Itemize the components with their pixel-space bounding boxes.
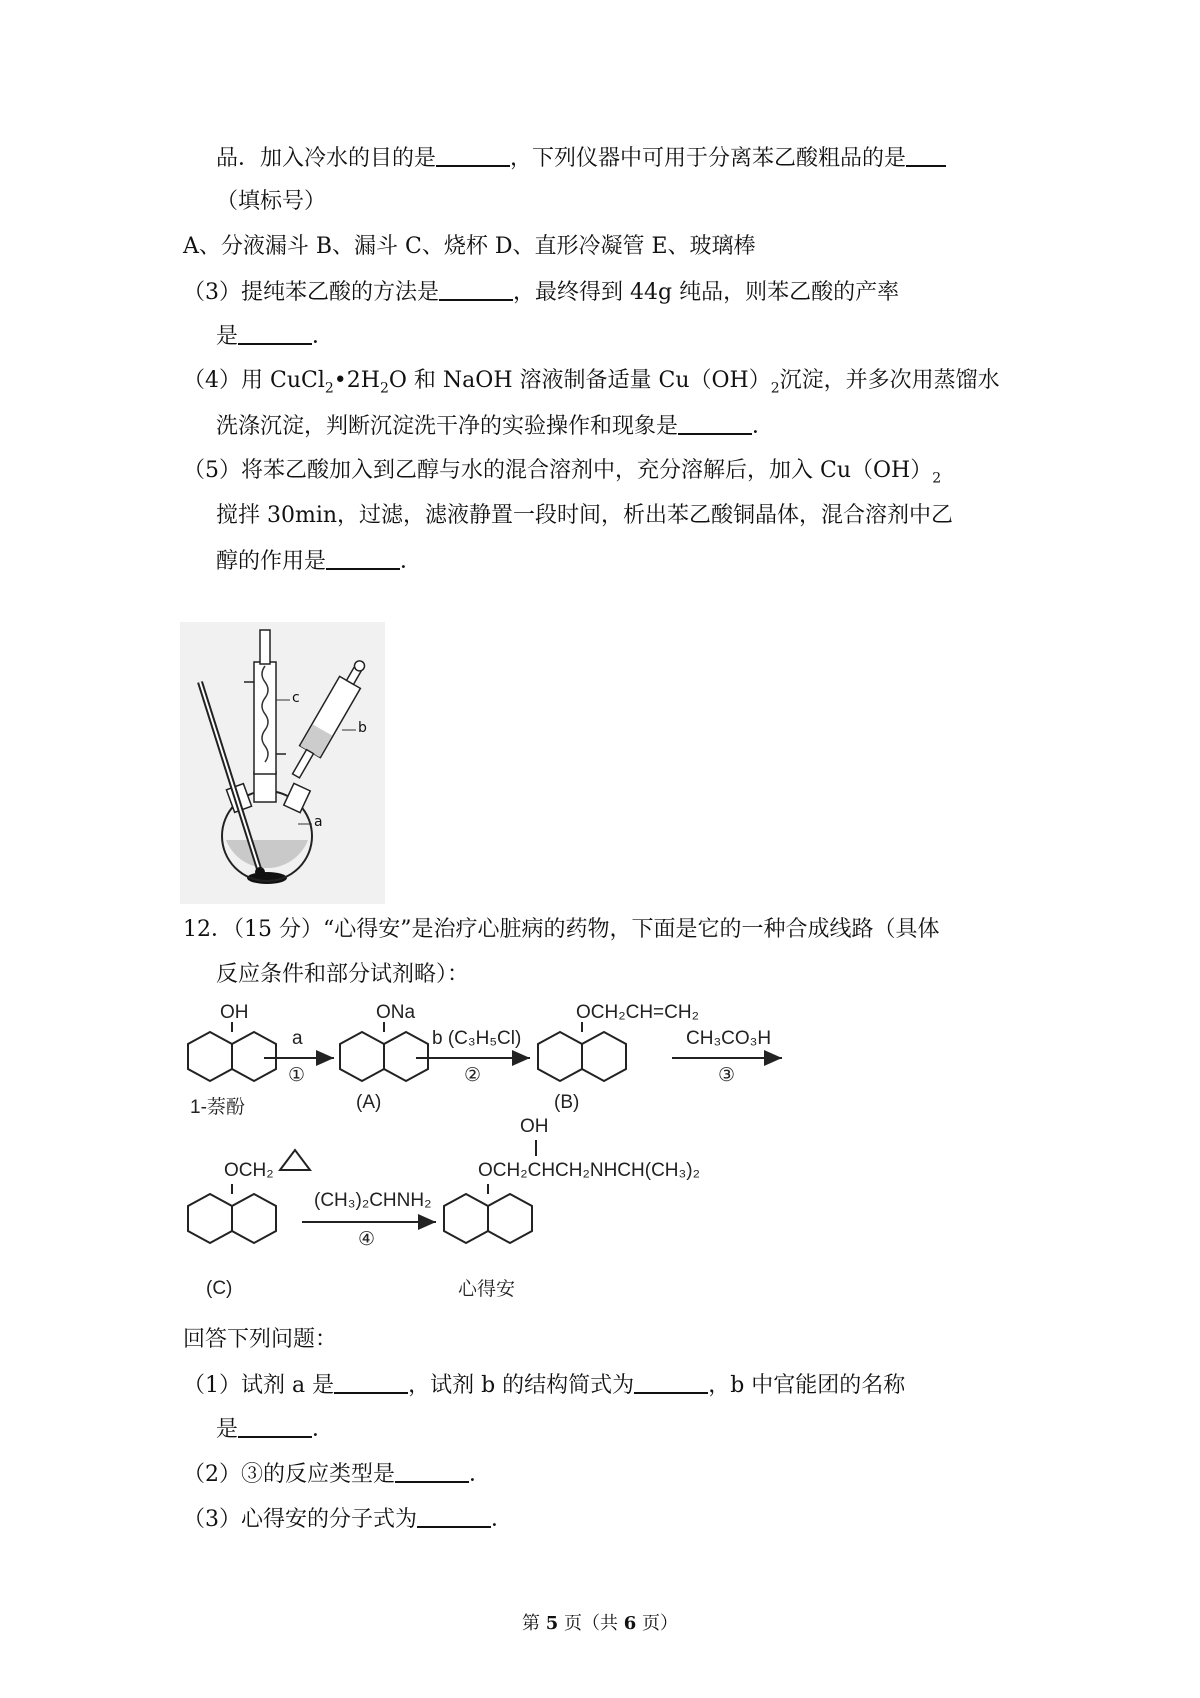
reagent-a: a	[292, 1028, 303, 1049]
allyl-group: OCH₂CH=CH₂	[576, 1002, 699, 1023]
text: ，试剂 b 的结构简式为	[408, 1373, 635, 1398]
q12-part-1	[183, 1370, 905, 1401]
text: 页（共	[558, 1613, 624, 1634]
label-1-naphthol: 1-萘酚	[190, 1097, 245, 1118]
product-chain: OCH₂CHCH₂NHCH(CH₃)₂	[478, 1160, 700, 1181]
epoxide-ring	[188, 1184, 276, 1243]
naphthoxide-ring	[340, 1022, 428, 1081]
q11-part-5-cont: 搅拌 30min，过滤，滤液静置一段时间，析出苯乙酸铜晶体，混合溶剂中乙	[216, 503, 954, 528]
text: （3）提纯苯乙酸的方法是	[183, 280, 439, 305]
text: ，b 中官能团的名称	[708, 1373, 906, 1398]
q12-intro: 12．（15 分）“心得安”是治疗心脏病的药物，下面是它的一种合成线路（具体	[183, 917, 940, 942]
och2-group: OCH₂	[224, 1160, 274, 1181]
naphthol-ring	[188, 1022, 276, 1081]
text: ．	[400, 549, 423, 574]
text: ．	[491, 1507, 514, 1532]
text: 醇的作用是	[216, 549, 327, 574]
oh-group: OH	[220, 1002, 249, 1023]
oh-substituent: OH	[520, 1116, 549, 1137]
answer-blank[interactable]	[436, 143, 510, 167]
text: ，最终得到 44g 纯品，则苯乙酸的产率	[513, 280, 900, 305]
text: O 和 NaOH 溶液制备适量 Cu（OH）	[388, 368, 771, 393]
label-b: b	[358, 720, 367, 736]
text: （5）将苯乙酸加入到乙醇与水的混合溶剂中，充分溶解后，加入 Cu（OH）	[183, 458, 933, 483]
propranolol-ring	[444, 1184, 532, 1243]
q11-options: A、分液漏斗 B、漏斗 C、烧杯 D、直形冷凝管 E、玻璃棒	[183, 234, 756, 259]
text: （2）③的反应类型是	[183, 1462, 395, 1487]
q11-part-4	[183, 366, 1000, 403]
text: ．	[469, 1462, 492, 1487]
liquid	[226, 840, 308, 868]
answer-blank[interactable]	[906, 143, 946, 167]
q11-part-3	[183, 277, 899, 308]
answer-blank[interactable]	[678, 411, 752, 435]
q12-intro-cont: 反应条件和部分试剂略）：	[216, 962, 470, 987]
q12-part-1-cont	[216, 1414, 334, 1445]
text: ．	[312, 324, 335, 349]
q11-part-3-cont	[216, 321, 334, 352]
answer-blank[interactable]	[238, 1414, 312, 1438]
page-footer	[0, 1609, 1200, 1635]
text: 是	[216, 1417, 239, 1442]
q11-part-4-cont	[216, 411, 774, 442]
reagent-3: CH₃CO₃H	[686, 1028, 772, 1049]
reagent-b: b (C₃H₅Cl)	[432, 1028, 522, 1049]
answer-blank[interactable]	[326, 546, 400, 570]
text: •2H	[333, 368, 380, 393]
apparatus-figure	[180, 622, 385, 904]
step-3: ③	[718, 1065, 736, 1086]
answer-blank[interactable]	[439, 277, 513, 301]
apparatus-drawing	[180, 622, 385, 904]
allyl-ether-ring	[538, 1022, 626, 1081]
subscript: 2	[770, 380, 780, 397]
answer-blank[interactable]	[334, 1370, 408, 1394]
reaction-scheme	[180, 1002, 860, 1310]
text: （3）心得安的分子式为	[183, 1507, 417, 1532]
label-A: (A)	[356, 1092, 382, 1113]
text: 沉淀，并多次用蒸馏水	[779, 368, 1000, 393]
reagent-4: (CH₃)₂CHNH₂	[314, 1190, 432, 1211]
step-1: ①	[288, 1065, 306, 1086]
subscript: 2	[324, 380, 334, 397]
q11-line-1	[216, 143, 946, 174]
text: 第	[522, 1613, 546, 1634]
q12-answer-intro: 回答下列问题：	[183, 1327, 338, 1352]
text: 是	[216, 324, 239, 349]
page-total: 6	[623, 1613, 637, 1634]
step-4: ④	[358, 1229, 376, 1250]
text: ．	[312, 1417, 335, 1442]
text: 洗涤沉淀，判断沉淀洗干净的实验操作和现象是	[216, 414, 679, 439]
text: 品．加入冷水的目的是	[216, 146, 437, 171]
answer-blank[interactable]	[634, 1370, 708, 1394]
label-B: (B)	[554, 1092, 580, 1113]
ona-group: ONa	[376, 1002, 416, 1023]
step-2: ②	[464, 1065, 482, 1086]
text: ．	[752, 414, 775, 439]
answer-blank[interactable]	[417, 1504, 491, 1528]
label-c: c	[292, 690, 300, 706]
q11-part-5-cont2	[216, 546, 422, 577]
text: （1）试剂 a 是	[183, 1373, 335, 1398]
answer-blank[interactable]	[238, 321, 312, 345]
condenser	[254, 662, 276, 774]
q11-line-2: （填标号）	[216, 189, 327, 214]
label-a: a	[314, 814, 323, 830]
q12-part-2	[183, 1459, 491, 1490]
label-C: (C)	[206, 1278, 233, 1299]
answer-blank[interactable]	[395, 1459, 469, 1483]
text: （4）用 CuCl	[183, 368, 325, 393]
subscript: 2	[379, 380, 389, 397]
q12-part-3	[183, 1504, 513, 1535]
q11-part-5	[183, 456, 941, 493]
subscript: 2	[932, 470, 942, 487]
page-number: 5	[545, 1613, 559, 1634]
epoxide-triangle	[280, 1150, 310, 1170]
text: ，下列仪器中可用于分离苯乙酸粗品的是	[510, 146, 907, 171]
text: 页）	[636, 1613, 678, 1634]
label-product: 心得安	[458, 1279, 516, 1300]
